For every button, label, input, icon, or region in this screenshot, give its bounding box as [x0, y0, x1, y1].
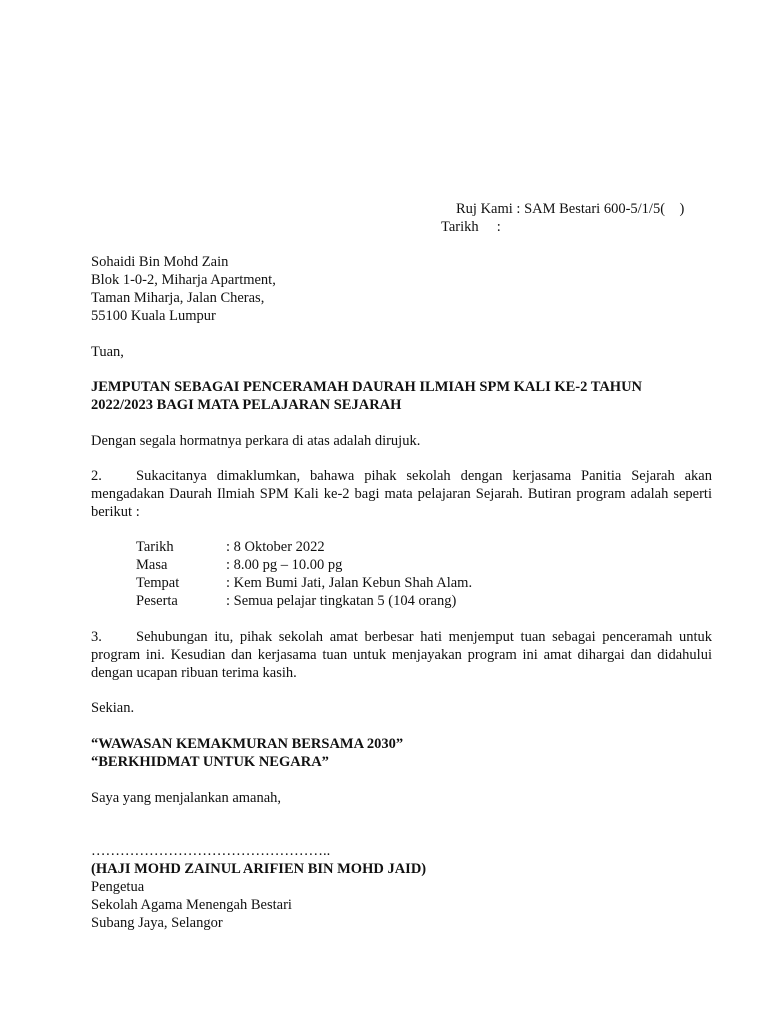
closing-amanah: Saya yang menjalankan amanah, [91, 790, 282, 806]
subject-line: 2022/2023 BAGI MATA PELAJARAN SEJARAH [91, 397, 402, 413]
signature-line: ………………………………………….. [91, 843, 331, 859]
program-label-venue: Tempat [136, 575, 180, 591]
subject-line: JEMPUTAN SEBAGAI PENCERAMAH DAURAH ILMIAH SPM KALI KE-2 TAHUN [91, 379, 643, 395]
recipient-name: Sohaidi Bin Mohd Zain [91, 254, 229, 270]
paragraph-3 [91, 628, 712, 682]
signatory-name: (HAJI MOHD ZAINUL ARIFIEN BIN MOHD JAID) [91, 861, 427, 877]
reference-number: Ruj Kami : SAM Bestari 600-5/1/5( ) [456, 201, 685, 217]
motto-line: “BERKHIDMAT UNTUK NEGARA” [91, 754, 329, 770]
closing-sekian: Sekian. [91, 700, 135, 716]
paragraph-2-text: Sukacitanya dimaklumkan, bahawa pihak sekolah dengan kerjasama Panitia Sejarah akan mengadakan Daurah Ilmiah SPM Kali ke-2 bagi mata pelajaran Sejarah. Butiran program adalah seperti berikut : [91, 468, 712, 520]
signatory-location: Subang Jaya, Selangor [91, 915, 223, 931]
program-label-time: Masa [136, 557, 168, 573]
salutation: Tuan, [91, 344, 124, 360]
program-value-date: : 8 Oktober 2022 [226, 539, 325, 555]
paragraph-number: 2. [91, 468, 102, 484]
recipient-address-line: 55100 Kuala Lumpur [91, 308, 216, 324]
motto-line: “WAWASAN KEMAKMURAN BERSAMA 2030” [91, 736, 404, 752]
program-value-venue: : Kem Bumi Jati, Jalan Kebun Shah Alam. [226, 575, 473, 591]
signatory-school: Sekolah Agama Menengah Bestari [91, 897, 292, 913]
paragraph-1: Dengan segala hormatnya perkara di atas adalah dirujuk. [91, 433, 421, 449]
paragraph-2 [91, 467, 712, 521]
program-label-date: Tarikh [136, 539, 174, 555]
reference-date: Tarikh : [441, 219, 501, 235]
recipient-address-line: Taman Miharja, Jalan Cheras, [91, 290, 265, 306]
paragraph-3-text: Sehubungan itu, pihak sekolah amat berbesar hati menjemput tuan sebagai penceramah untuk program ini. Kesudian dan kerjasama tuan untuk menjayakan program ini amat dihargai dan didahului dengan ucapan ribuan terima kasih. [91, 629, 712, 681]
program-label-participants: Peserta [136, 593, 178, 609]
signatory-title: Pengetua [91, 879, 145, 895]
program-value-time: : 8.00 pg – 10.00 pg [226, 557, 343, 573]
recipient-address-line: Blok 1-0-2, Miharja Apartment, [91, 272, 276, 288]
program-value-participants: : Semua pelajar tingkatan 5 (104 orang) [226, 593, 457, 609]
paragraph-number: 3. [91, 629, 102, 645]
